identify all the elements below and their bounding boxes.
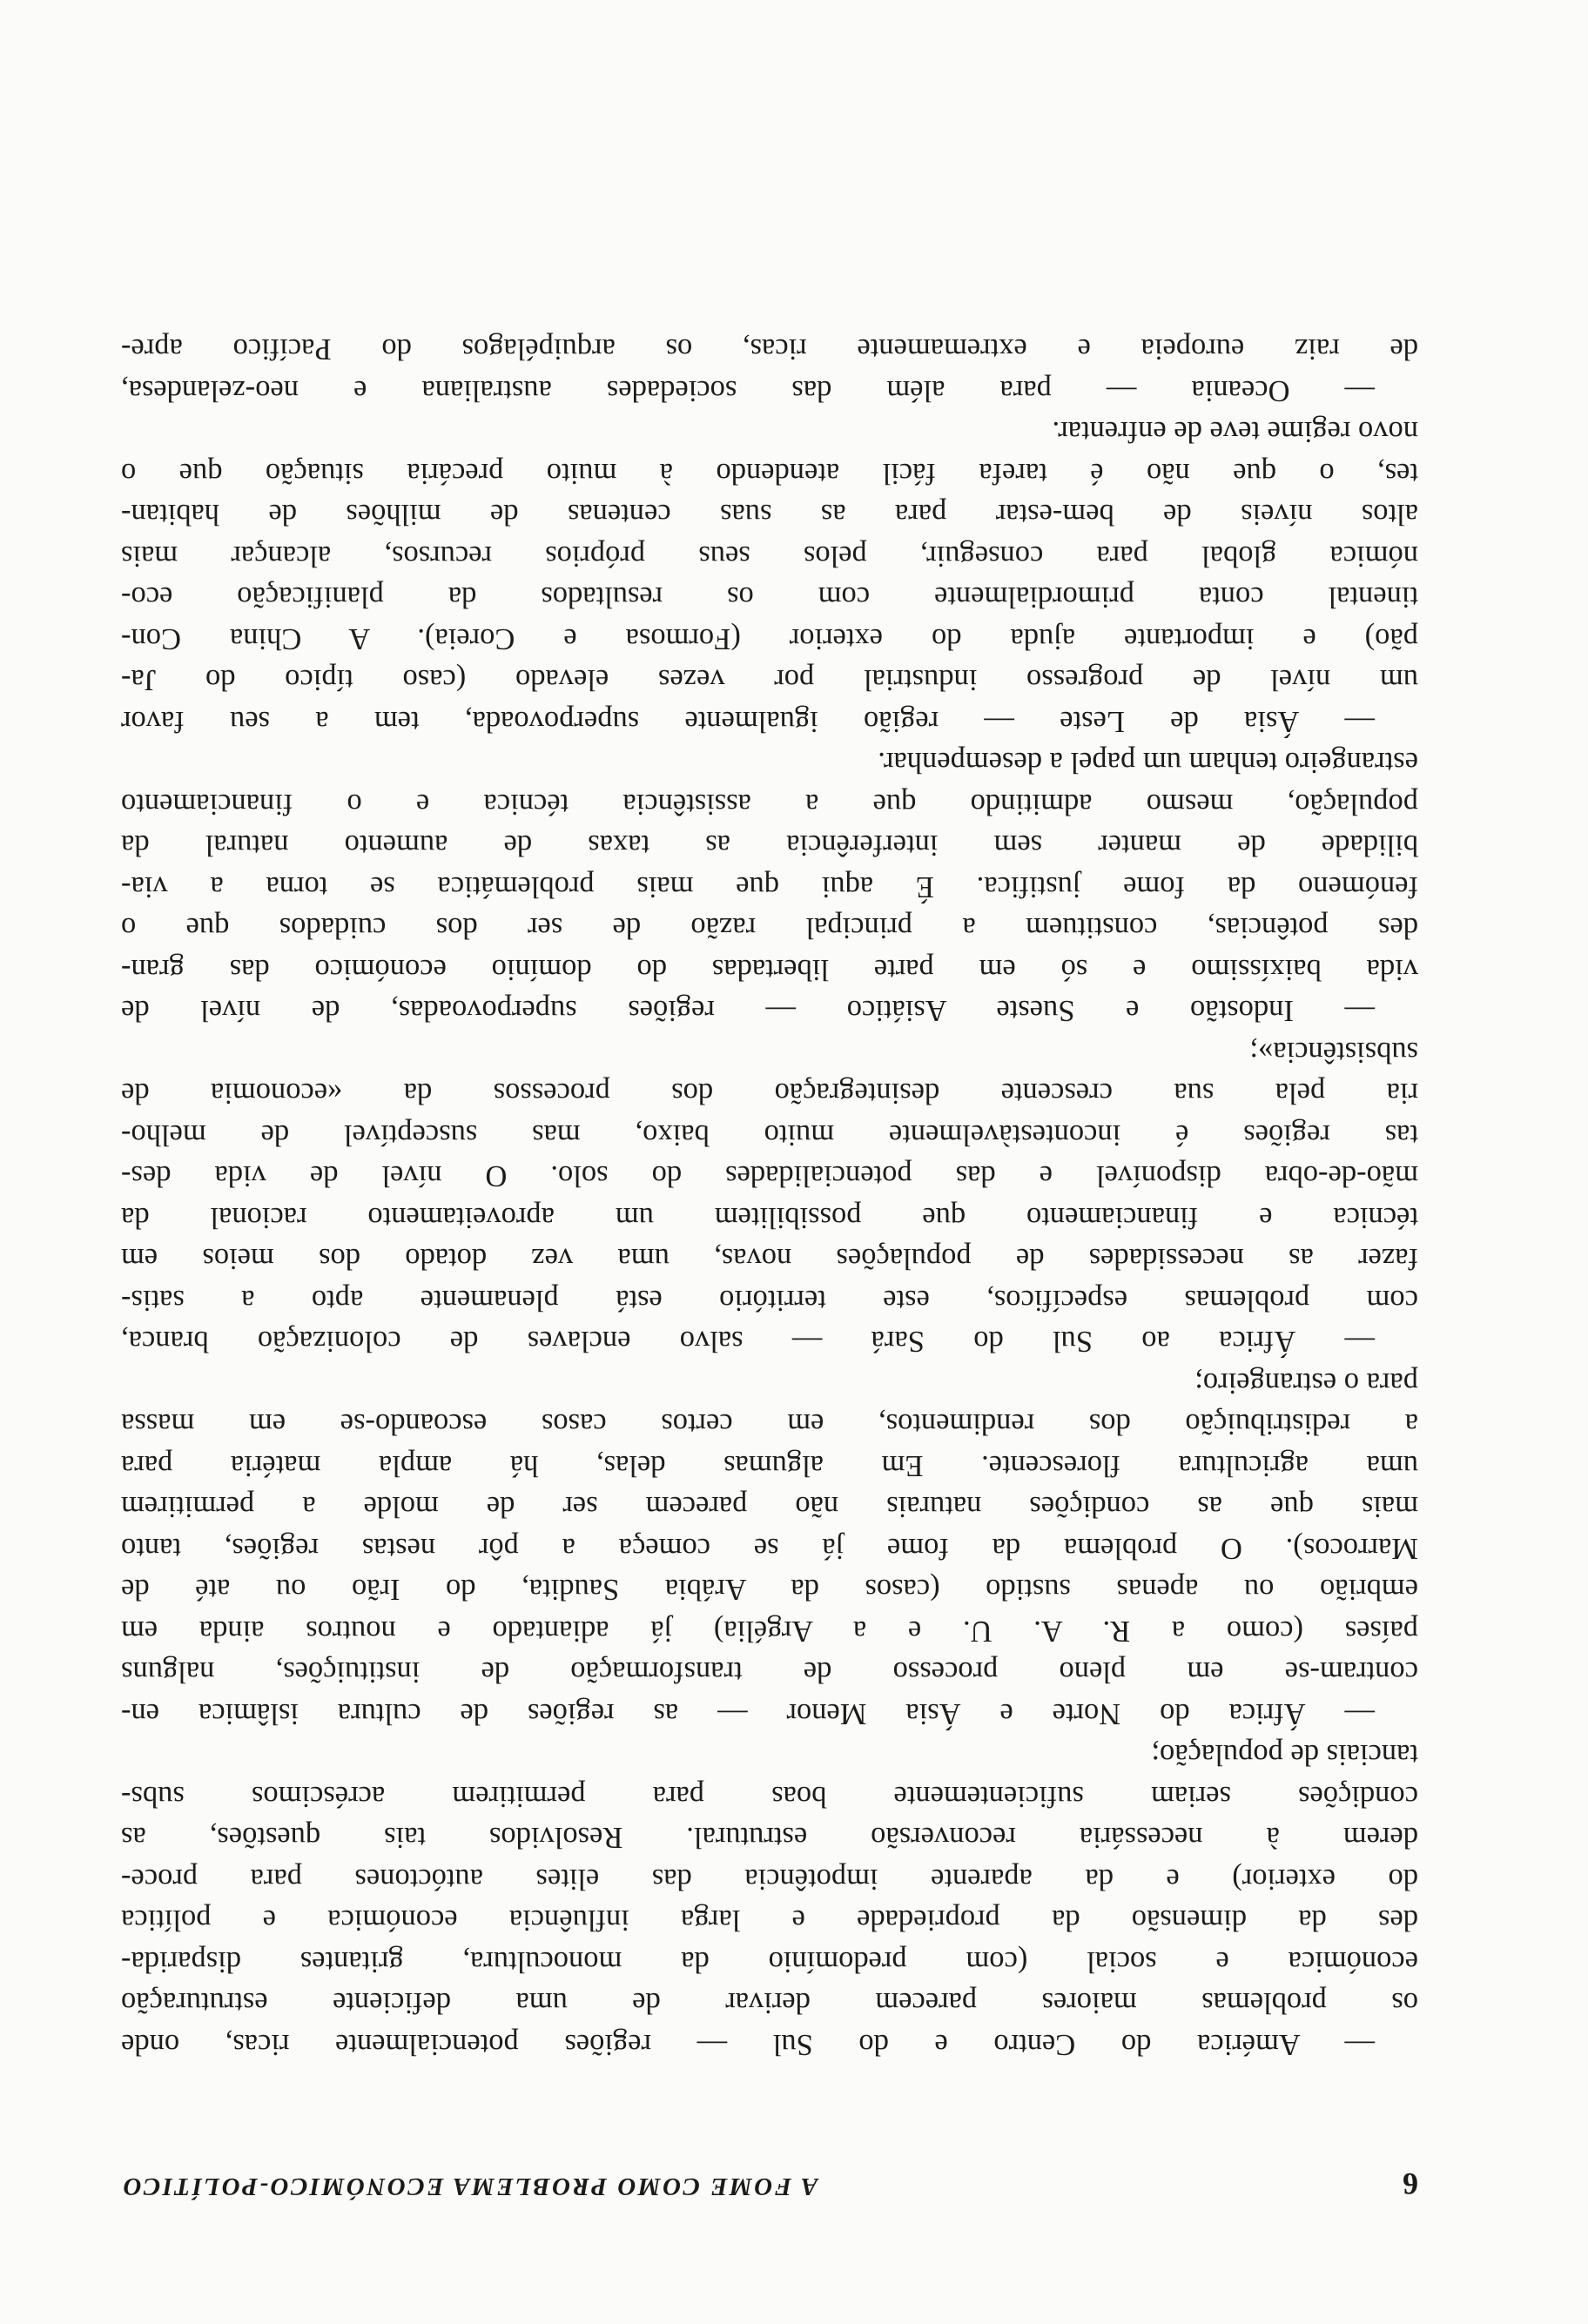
paragraph [121,1362,1418,1735]
text-line: um nível de progresso industrial por vezes elevado (caso típico do Ja- [121,663,1418,697]
text-line: — América do Centro e do Sul — regiões potencialmente ricas, onde [121,2028,1375,2061]
text-line: tas regiões é incontestàvelmente muito baixo, mas susceptível de melho- [121,1118,1418,1152]
text-line: mais que as condições naturais não parecem ser de molde a permitirem [121,1490,1418,1524]
text-line: do exterior) e da aparente impotência das elites autóctones para proce- [121,1863,1418,1896]
text-line: — Indostão e Sueste Asiático — regiões superpovoadas, de nível de [121,994,1375,1028]
text-line: uma agricultura florescente. Em algumas delas, há ampla matéria para [121,1449,1418,1482]
text-line: fazer as necessidades de populações novas, uma vez dotado dos meios em [121,1242,1418,1276]
text-line: tes, o que não é tarefa fácil atendendo à muito precária situação que o [121,457,1418,490]
text-line: contram-se em pleno processo de transformação de instituições, nalguns [121,1656,1418,1689]
text-line: derem à necessária reconversão estrutural. Resolvidos tais questões, as [121,1821,1418,1855]
text-line: — África do Norte e Ásia Menor — as regiões de cultura islâmica en- [121,1697,1375,1730]
paragraph [121,742,1418,1031]
text-line: nómica global para conseguir, pelos seus próprios recursos, alcançar mais [121,540,1418,573]
text-line: fenómeno da fome justifica. É aqui que mais problemática se torna a via- [121,870,1418,903]
text-line: a redistribuição dos rendimentos, em certos casos escoando-se em massa [121,1407,1418,1441]
text-line: — Oceania — para além das sociedades australiana e neo-zelandesa, [121,374,1375,407]
text-line: tinental conta primordialmente com os resultados da planificação eco- [121,581,1418,615]
running-title: A FOME COMO PROBLEMA ECONÓMICO-POLÍTICO [121,2173,818,2200]
text-line: des potências, constituem a principal razão de ser dos cuidados que o [121,911,1418,945]
page-number: 6 [1403,2166,1418,2201]
text-line: novo regime teve de enfrentar. [1052,415,1418,449]
text-line: económica e social (com predomínio da monocultura, gritantes disparida- [121,1945,1418,1978]
text-line: os problemas maiores parecem derivar de uma deficiente estruturação [121,1986,1418,2020]
text-line: bilidade de manter sem interferência as taxas de aumento natural da [121,829,1418,863]
text-line: Marrocos). O problema da fome já se começa a pôr nestas regiões, tanto [121,1532,1418,1565]
text-line: estrangeiro tenham um papel a desempenhar. [878,746,1418,780]
text-line: condições seriam suficientemente boas para permitirem acréscimos subs- [121,1780,1418,1813]
paragraph [121,411,1418,742]
text-line: mão-de-obra disponível e das potencialidades do solo. O nível de vida des- [121,1159,1418,1193]
text-line: com problemas específicos, este território está plenamente apto a satis- [121,1284,1418,1317]
text-line: — África ao Sul do Sará — salvo enclaves de colonização branca, [121,1325,1375,1359]
text-line: — Ásia de Leste — região igualmente superpovoada, tem a seu favor [121,705,1375,738]
text-line: países (como a R. A. U. e a Argélia) já adiantado e noutros ainda em [121,1615,1418,1648]
paragraph [121,1734,1418,2065]
text-line: vida baixíssimo e só em parte libertadas do domínio económico das gran- [121,953,1418,986]
text-line: subsistência»; [1249,1036,1418,1069]
text-line: tanciais de população; [1151,1738,1418,1772]
body-text [121,328,1418,2065]
text-line: altos níveis de bem-estar para as suas centenas de milhões de habitan- [121,498,1418,532]
text-line: técnica e financiamento que possibilitem um aproveitamento racional da [121,1201,1418,1234]
text-line: pão) e importante ajuda do exterior (Formosa e Coreia). A China Con- [121,622,1418,655]
text-line: população, mesmo admitindo que a assistência técnica e o financiamento [121,788,1418,821]
text-line: des da dimensão da propriedade e larga influência económica e política [121,1904,1418,1938]
text-line: embrião ou apenas sustido (casos da Arábia Saudita, do Irão ou até de [121,1573,1418,1607]
text-line: para o estrangeiro; [1194,1367,1418,1400]
text-line: de raiz europeia e extremamente ricas, os arquipélagos do Pacífico apre- [121,332,1418,366]
paragraph [121,328,1418,411]
paragraph [121,1031,1418,1362]
text-line: ria pela sua crescente desintegração dos processos da «economia de [121,1077,1418,1111]
page-header [121,2159,1418,2202]
